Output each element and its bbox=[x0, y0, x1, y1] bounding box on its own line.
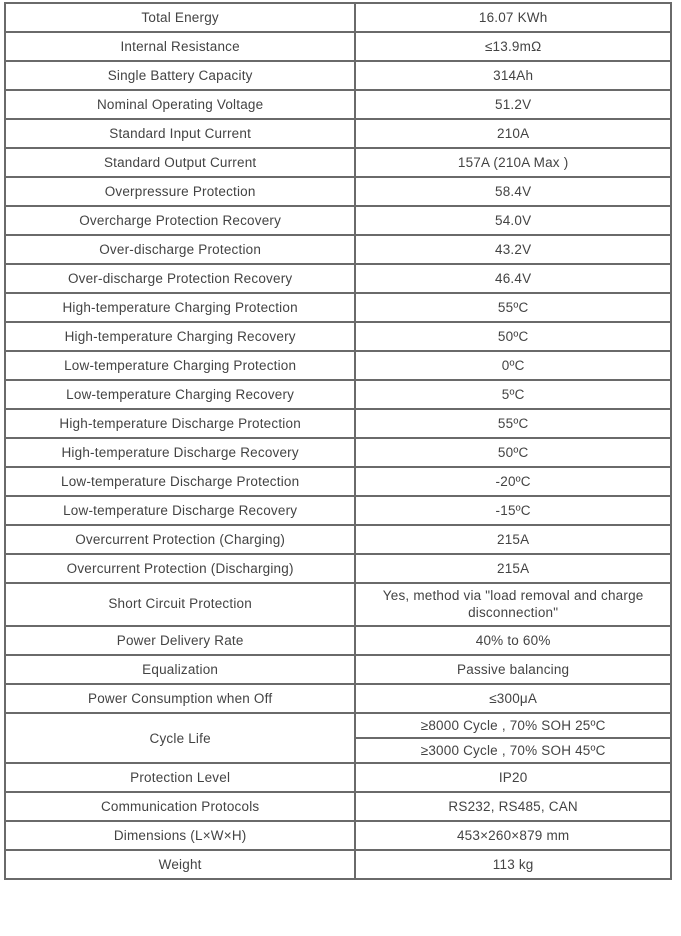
spec-value: 50ºC bbox=[355, 322, 671, 351]
table-row bbox=[5, 235, 671, 264]
spec-label: Internal Resistance bbox=[5, 32, 355, 61]
spec-label: Power Consumption when Off bbox=[5, 684, 355, 713]
table-row bbox=[5, 713, 671, 738]
spec-value: IP20 bbox=[355, 763, 671, 792]
table-row bbox=[5, 380, 671, 409]
spec-table-body bbox=[5, 3, 671, 879]
table-row bbox=[5, 763, 671, 792]
spec-label: Short Circuit Protection bbox=[5, 583, 355, 626]
table-row bbox=[5, 583, 671, 626]
spec-value: 51.2V bbox=[355, 90, 671, 119]
table-row bbox=[5, 206, 671, 235]
table-row bbox=[5, 32, 671, 61]
table-row bbox=[5, 554, 671, 583]
table-row bbox=[5, 148, 671, 177]
spec-label: Low-temperature Discharge Protection bbox=[5, 467, 355, 496]
spec-value: 215A bbox=[355, 525, 671, 554]
spec-value: ≥8000 Cycle , 70% SOH 25ºC bbox=[355, 713, 671, 738]
spec-label: Cycle Life bbox=[5, 713, 355, 763]
spec-label: Over-discharge Protection bbox=[5, 235, 355, 264]
table-row bbox=[5, 525, 671, 554]
table-row bbox=[5, 90, 671, 119]
table-row bbox=[5, 409, 671, 438]
spec-label: Equalization bbox=[5, 655, 355, 684]
spec-label: Overcharge Protection Recovery bbox=[5, 206, 355, 235]
spec-value: 453×260×879 mm bbox=[355, 821, 671, 850]
spec-label: Overpressure Protection bbox=[5, 177, 355, 206]
spec-label: Single Battery Capacity bbox=[5, 61, 355, 90]
table-row bbox=[5, 467, 671, 496]
spec-label: Nominal Operating Voltage bbox=[5, 90, 355, 119]
spec-value: 40% to 60% bbox=[355, 626, 671, 655]
table-row bbox=[5, 850, 671, 879]
spec-label: Low-temperature Charging Protection bbox=[5, 351, 355, 380]
table-row bbox=[5, 119, 671, 148]
table-row bbox=[5, 684, 671, 713]
spec-value: 43.2V bbox=[355, 235, 671, 264]
table-row bbox=[5, 496, 671, 525]
spec-value: 46.4V bbox=[355, 264, 671, 293]
spec-label: High-temperature Discharge Protection bbox=[5, 409, 355, 438]
table-row bbox=[5, 264, 671, 293]
table-row bbox=[5, 293, 671, 322]
spec-value: 210A bbox=[355, 119, 671, 148]
spec-value: 55ºC bbox=[355, 409, 671, 438]
spec-value: 55ºC bbox=[355, 293, 671, 322]
spec-value: ≤300μA bbox=[355, 684, 671, 713]
spec-value: 314Ah bbox=[355, 61, 671, 90]
spec-value: ≥3000 Cycle , 70% SOH 45ºC bbox=[355, 738, 671, 763]
spec-label: Standard Input Current bbox=[5, 119, 355, 148]
spec-label: Total Energy bbox=[5, 3, 355, 32]
battery-spec-table bbox=[4, 2, 672, 880]
table-row bbox=[5, 322, 671, 351]
table-row bbox=[5, 655, 671, 684]
spec-value: 215A bbox=[355, 554, 671, 583]
table-row bbox=[5, 438, 671, 467]
table-row bbox=[5, 626, 671, 655]
spec-label: Communication Protocols bbox=[5, 792, 355, 821]
spec-value: 54.0V bbox=[355, 206, 671, 235]
table-row bbox=[5, 177, 671, 206]
spec-value: RS232, RS485, CAN bbox=[355, 792, 671, 821]
spec-value: ≤13.9mΩ bbox=[355, 32, 671, 61]
spec-label: Low-temperature Discharge Recovery bbox=[5, 496, 355, 525]
spec-label: Protection Level bbox=[5, 763, 355, 792]
spec-value: 50ºC bbox=[355, 438, 671, 467]
table-row bbox=[5, 821, 671, 850]
spec-value: 16.07 KWh bbox=[355, 3, 671, 32]
spec-value: 113 kg bbox=[355, 850, 671, 879]
table-row bbox=[5, 61, 671, 90]
spec-value: 5ºC bbox=[355, 380, 671, 409]
table-row bbox=[5, 351, 671, 380]
spec-label: High-temperature Charging Recovery bbox=[5, 322, 355, 351]
spec-value: Passive balancing bbox=[355, 655, 671, 684]
spec-label: Weight bbox=[5, 850, 355, 879]
spec-label: Power Delivery Rate bbox=[5, 626, 355, 655]
spec-value: -15ºC bbox=[355, 496, 671, 525]
table-row bbox=[5, 792, 671, 821]
spec-value: -20ºC bbox=[355, 467, 671, 496]
spec-label: Over-discharge Protection Recovery bbox=[5, 264, 355, 293]
table-row bbox=[5, 3, 671, 32]
spec-value: 58.4V bbox=[355, 177, 671, 206]
spec-label: High-temperature Discharge Recovery bbox=[5, 438, 355, 467]
spec-value: 157A (210A Max ) bbox=[355, 148, 671, 177]
spec-label: Low-temperature Charging Recovery bbox=[5, 380, 355, 409]
spec-label: Standard Output Current bbox=[5, 148, 355, 177]
spec-label: Overcurrent Protection (Discharging) bbox=[5, 554, 355, 583]
spec-value: 0ºC bbox=[355, 351, 671, 380]
spec-value: Yes, method via "load removal and charge disconnection" bbox=[355, 583, 671, 626]
spec-label: Overcurrent Protection (Charging) bbox=[5, 525, 355, 554]
spec-label: High-temperature Charging Protection bbox=[5, 293, 355, 322]
spec-label: Dimensions (L×W×H) bbox=[5, 821, 355, 850]
